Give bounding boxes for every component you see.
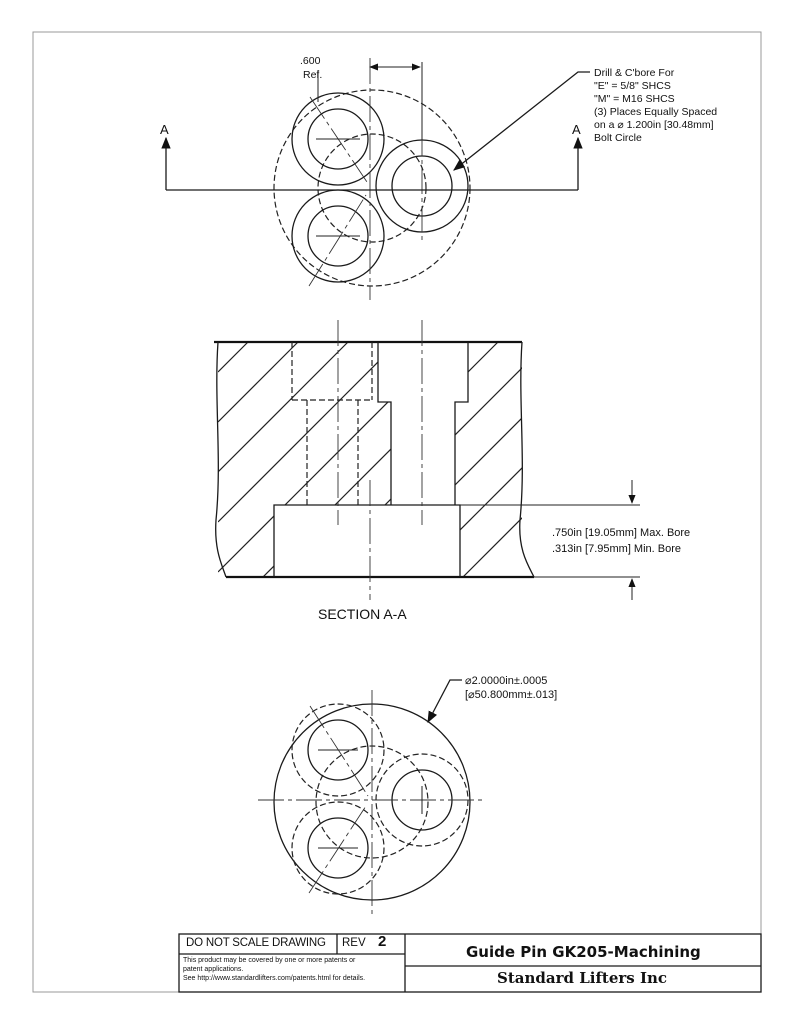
diameter-in-label: ⌀2.0000in±.0005 — [465, 675, 548, 687]
patent-line-1: This product may be covered by one or more patents or — [183, 957, 356, 964]
drawing-title: Guide Pin GK205-Machining — [466, 943, 701, 961]
diameter-mm-label: [⌀50.800mm±.013] — [465, 689, 558, 701]
drill-callout — [594, 67, 717, 144]
rev-value: 2 — [378, 933, 387, 950]
do-not-scale-label: DO NOT SCALE DRAWING — [186, 937, 326, 949]
callout-line: Drill & C'bore For — [594, 67, 675, 79]
callout-line: (3) Places Equally Spaced — [594, 106, 718, 118]
bore-min-label: .313in [7.95mm] Min. Bore — [552, 543, 682, 555]
company-name: Standard Lifters Inc — [497, 969, 668, 987]
section-marker-right: A — [572, 122, 581, 137]
rev-label: REV — [342, 937, 366, 949]
patent-line-2: patent applications. — [183, 966, 244, 973]
dim-ref-label: Ref. — [303, 69, 323, 81]
callout-line: "E" = 5/8" SHCS — [594, 80, 671, 92]
callout-line: on a ⌀ 1.200in [30.48mm] — [594, 119, 714, 131]
dim-600-label: .600 — [300, 55, 321, 67]
bottom-view — [258, 680, 486, 918]
sheet-border — [33, 32, 761, 992]
callout-line: "M" = M16 SHCS — [594, 93, 675, 105]
section-view — [214, 320, 698, 600]
bore-max-label: .750in [19.05mm] Max. Bore — [552, 527, 691, 539]
top-view — [166, 58, 590, 300]
patent-line-3: See http://www.standardlifters.com/patents.html for details. — [183, 975, 366, 982]
callout-line: Bolt Circle — [594, 132, 642, 144]
section-label: SECTION A-A — [318, 606, 407, 622]
section-marker-left: A — [160, 122, 169, 137]
